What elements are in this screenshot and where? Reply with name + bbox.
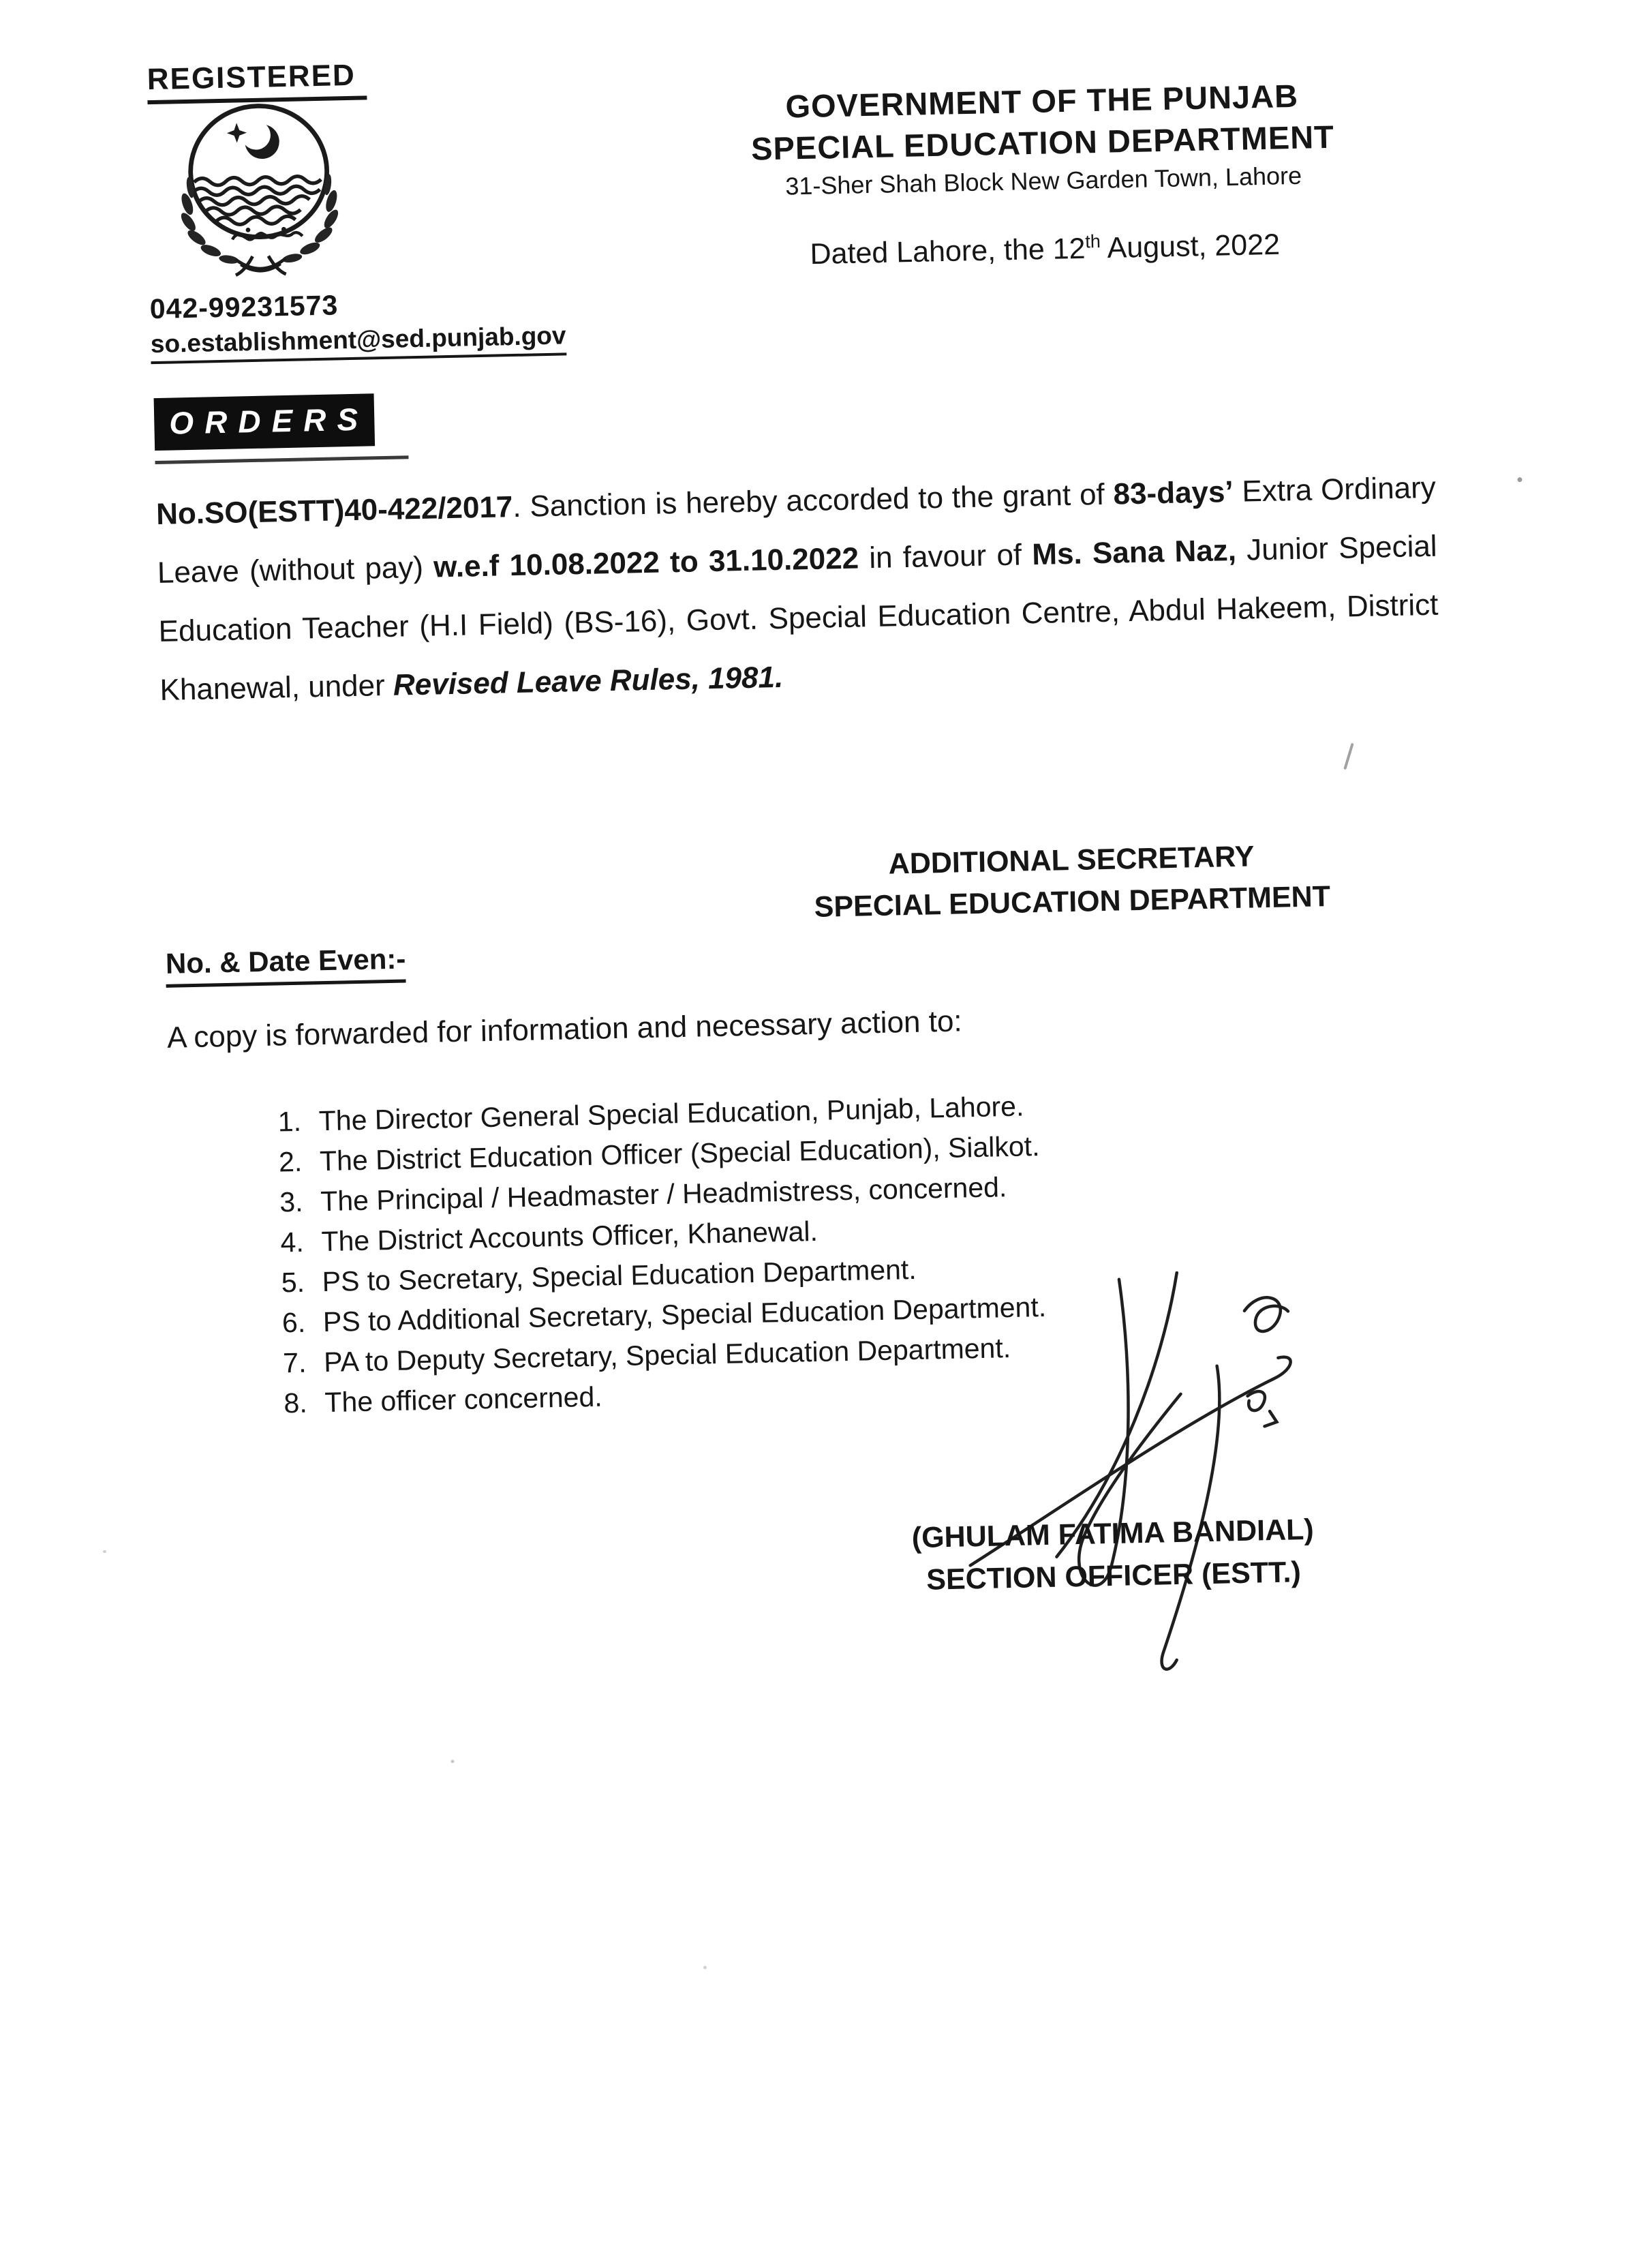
scan-artifact [103, 1550, 106, 1553]
even-number-heading: No. & Date Even:- [165, 943, 406, 988]
date-prefix: Dated Lahore, the 12 [810, 232, 1086, 271]
registered-label: REGISTERED [147, 58, 367, 104]
copy-forward-line: A copy is forwarded for information and necessary action to: [166, 1004, 963, 1055]
ribbon-icon [235, 256, 286, 275]
leave-period: w.e.f 10.08.2022 to 31.10.2022 [433, 541, 859, 584]
signature-icon [952, 1269, 1329, 1702]
date-suffix: August, 2022 [1100, 228, 1281, 265]
orders-underline [155, 455, 408, 464]
punjab-crest-icon [144, 97, 373, 281]
item-number: 1. [277, 1105, 302, 1138]
item-number: 3. [279, 1185, 303, 1218]
signatory-title: SECTION OFFICER (ESTT.) [926, 1556, 1302, 1597]
item-text: PA to Deputy Secretary, Special Education Department. [323, 1332, 1011, 1378]
item-number: 2. [278, 1145, 303, 1178]
scan-artifact [1343, 743, 1353, 770]
signing-authority-block [778, 834, 1366, 929]
scan-artifact [1517, 477, 1522, 482]
department-address: 31-Sher Shah Block New Garden Town, Lahore [784, 161, 1302, 200]
signature-scribble [952, 1269, 1329, 1706]
item-text: The Principal / Headmaster / Headmistress, concerned. [320, 1171, 1007, 1218]
item-text: The Director General Special Education, Punjab, Lahore. [318, 1090, 1024, 1137]
date-line [711, 225, 1379, 273]
officer-name: Ms. Sana Naz, [1031, 533, 1237, 572]
para-seg1: . Sanction is hereby accorded to the grant of [512, 477, 1114, 524]
signature-block [860, 1507, 1366, 1602]
para-seg3: in favour of [858, 538, 1032, 575]
date-ordinal-suffix: th [1084, 230, 1101, 252]
leave-days: 83-days’ [1113, 474, 1234, 511]
item-text: The officer concerned. [324, 1380, 603, 1419]
item-number: 5. [281, 1266, 305, 1299]
email-address: so.establishment@sed.punjab.gov [150, 321, 566, 364]
item-number: 8. [284, 1387, 308, 1419]
orders-banner: ORDERS [154, 393, 375, 451]
signatory-name: (GHULAM FATIMA BANDIAL) [911, 1513, 1315, 1555]
item-number: 6. [281, 1306, 306, 1339]
government-title: GOVERNMENT OF THE PUNJAB [784, 77, 1299, 125]
item-text: The District Education Officer (Special Education), Sialkot. [319, 1130, 1040, 1177]
phone-number: 042-99231573 [149, 289, 339, 325]
reference-number: No.SO(ESTT)40-422/2017 [155, 490, 513, 532]
item-text: The District Accounts Officer, Khanewal. [321, 1215, 819, 1258]
signing-authority-title: ADDITIONAL SECRETARY [888, 840, 1255, 881]
signing-authority-department: SPECIAL EDUCATION DEPARTMENT [814, 880, 1331, 924]
department-title: SPECIAL EDUCATION DEPARTMENT [750, 118, 1335, 167]
item-text: PS to Secretary, Special Education Department. [322, 1253, 917, 1298]
order-paragraph [155, 459, 1440, 720]
para-seg4: Junior Special Education Teacher (H.I Field) (BS-16), Govt. Special Education Centre, Abdul Hakeem, District Khanewal, under [158, 529, 1439, 707]
leave-rules-reference: Revised Leave Rules, 1981. [393, 660, 784, 702]
item-number: 7. [282, 1346, 307, 1379]
scan-artifact [703, 1966, 707, 1969]
letterhead [707, 75, 1379, 273]
punjab-crest-logo [144, 97, 373, 284]
item-text: PS to Additional Secretary, Special Education Department. [322, 1290, 1047, 1338]
scan-artifact [450, 1759, 454, 1763]
distribution-list [277, 1086, 1048, 1423]
para-seg2: Extra Ordinary Leave (without pay) [157, 470, 1437, 590]
item-number: 4. [280, 1226, 305, 1258]
